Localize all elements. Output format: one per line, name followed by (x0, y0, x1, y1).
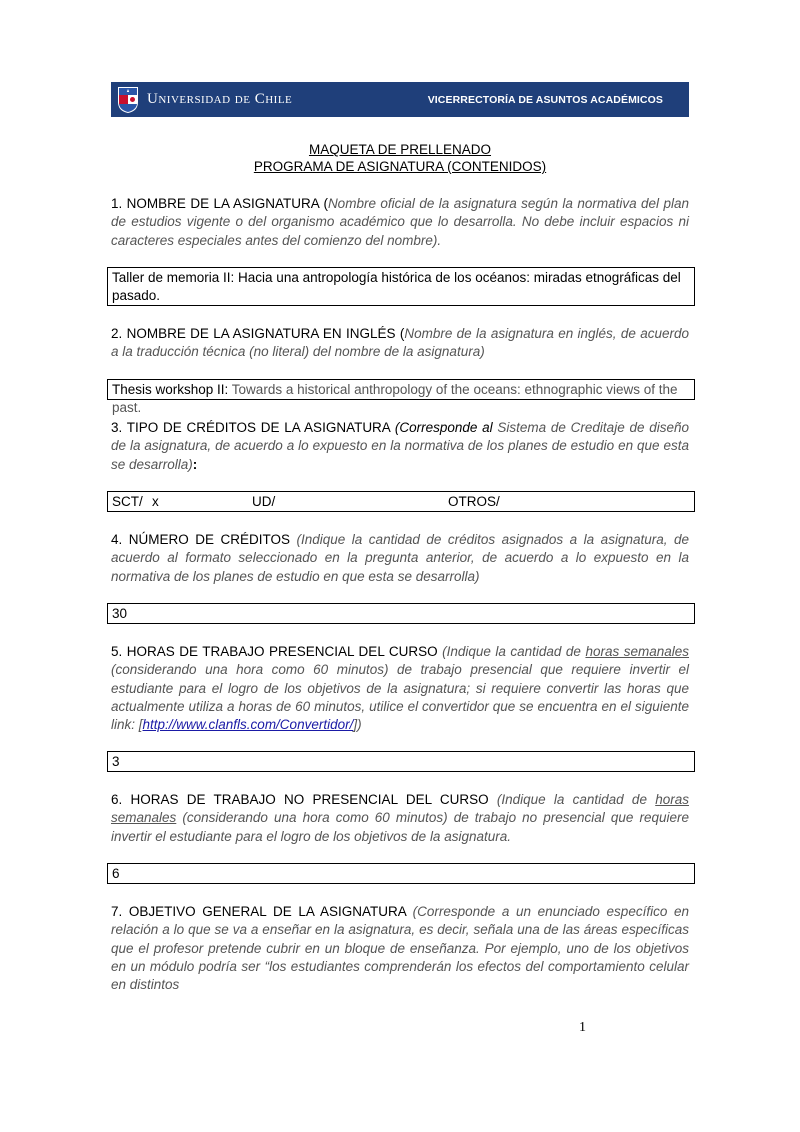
section-2-answer-rest: Towards a historical anthropology of the oceans: ethnographic views of the past. (112, 382, 678, 415)
section-5-answer-field[interactable]: 3 (107, 751, 695, 772)
office-name: VICERRECTORÍA DE ASUNTOS ACADÉMICOS (427, 93, 663, 106)
section-2-heading: 2. NOMBRE DE LA ASIGNATURA EN INGLÉS ( (111, 326, 405, 341)
section-4-heading: 4. NÚMERO DE CRÉDITOS (111, 532, 297, 547)
section-6-description-a: (Indique la cantidad de (496, 792, 656, 807)
section-3-heading: 3. TIPO DE CRÉDITOS DE LA ASIGNATURA (111, 420, 395, 435)
section-3-description-a: (Corresponde al (394, 420, 498, 435)
ud-label: UD/ (252, 494, 276, 509)
section-5-description-b: (considerando una hora como 60 minutos) de trabajo presencial que requiere invertir el estudiante para el logro de los objetivos de la asignatura; si requiere convertir las horas que actualmente utiliza a horas de 60 minutos, utilice el convertidor que se encuentra en el siguiente link: [ (111, 662, 689, 733)
document-title-line2: PROGRAMA DE ASIGNATURA (CONTENIDOS) (253, 159, 547, 174)
section-1 (111, 195, 689, 250)
university-crest-icon (117, 86, 139, 114)
section-6-heading: 6. HORAS DE TRABAJO NO PRESENCIAL DEL CURSO (111, 792, 497, 807)
section-4-answer-field[interactable]: 30 (107, 603, 695, 624)
section-5 (111, 643, 689, 734)
page-number: 1 (579, 1020, 586, 1035)
section-7-description: (Corresponde a un enunciado específico en relación a lo que se va a enseñar en la asignatura, es decir, señala una de las áreas específicas que el profesor pretende cubrir en un bloque de enseñanza. Por ejemplo, uno de los objetivos en un módulo podría ser “los estudiantes comprenderán los efectos del comportamiento celular en distintos (111, 904, 689, 993)
section-5-description-a: (Indique la cantidad de (442, 644, 586, 659)
otros-label: OTROS/ (448, 494, 500, 509)
header-banner (111, 82, 689, 117)
section-2-description: Nombre de la asignatura en inglés, de acuerdo a la traducción técnica (no literal) del nombre de la asignatura) (111, 326, 689, 360)
document-title-line1: MAQUETA DE PRELLENADO (308, 142, 492, 157)
section-3 (111, 419, 689, 474)
university-name: Universidad de Chile (147, 91, 293, 107)
section-3-colon: : (192, 456, 198, 472)
section-6-description-b: (considerando una hora como 60 minutos) de trabajo no presencial que requiere invertir el estudiante para el logro de los objetivos de la asignatura. (111, 810, 689, 844)
section-1-description: Nombre oficial de la asignatura según la normativa del plan de estudios vigente o del organismo académico que lo desarrolla. No debe incluir espacios ni caracteres especiales antes del comienzo del nombre). (111, 196, 689, 248)
section-5-description-c: ]) (353, 717, 362, 733)
sct-mark: x (152, 494, 159, 509)
section-6-description-underlined: horas semanales (111, 792, 689, 826)
section-2-answer-prefix: Thesis workshop II: (112, 382, 229, 397)
section-4-description: (Indique la cantidad de créditos asignados a la asignatura, de acuerdo al formato seleccionado en la pregunta anterior, de acuerdo a lo expuesto en la normativa de los planes de estudio en que esta se desarrolla) (111, 532, 689, 584)
section-1-answer-field[interactable]: Taller de memoria II: Hacia una antropología histórica de los océanos: miradas etnográficas del pasado. (107, 267, 695, 306)
section-2 (111, 325, 689, 362)
section-7-heading: 7. OBJETIVO GENERAL DE LA ASIGNATURA (111, 904, 413, 919)
section-1-heading: 1. NOMBRE DE LA ASIGNATURA ( (111, 196, 328, 211)
section-7 (111, 903, 689, 994)
section-6-answer-field[interactable]: 6 (107, 863, 695, 884)
converter-link[interactable]: http://www.clanfls.com/Convertidor/ (142, 717, 354, 733)
section-4 (111, 531, 689, 586)
section-3-credit-type-field[interactable] (107, 491, 695, 512)
section-2-answer-field[interactable] (107, 379, 695, 415)
section-5-description-underlined: horas semanales (585, 644, 689, 659)
section-6 (111, 791, 689, 846)
section-3-description-b: Sistema de Creditaje de diseño de la asignatura, de acuerdo a lo expuesto en la normativa de los planes de estudio en que esta se desarrolla) (111, 420, 689, 472)
section-5-heading: 5. HORAS DE TRABAJO PRESENCIAL DEL CURSO (111, 644, 443, 659)
sct-label: SCT/ (112, 494, 143, 509)
